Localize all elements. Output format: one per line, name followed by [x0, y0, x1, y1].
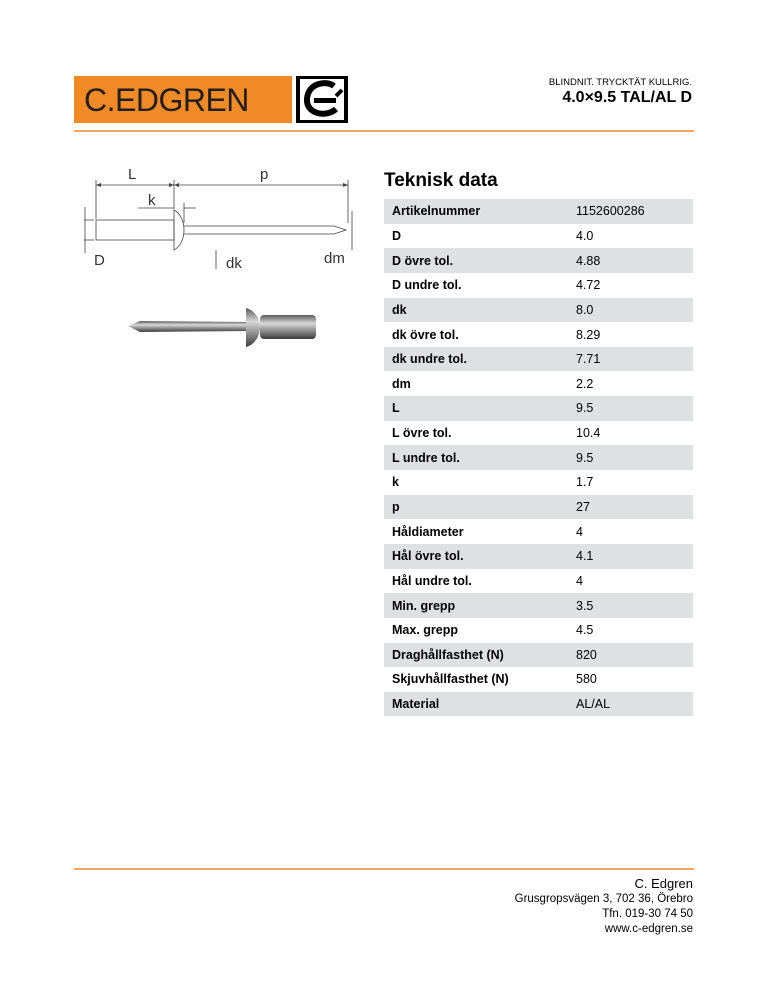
spec-value: 27 — [568, 495, 693, 520]
spec-value: 4 — [576, 524, 583, 539]
spec-value: 4.72 — [576, 278, 601, 293]
spec-key: Håldiameter — [392, 524, 464, 539]
spec-key: Artikelnummer — [384, 199, 568, 224]
table-row — [384, 224, 693, 249]
section-title: Teknisk data — [384, 170, 498, 191]
spec-value: 8.0 — [568, 298, 693, 323]
table-row — [384, 322, 693, 347]
table-row — [384, 519, 693, 544]
dim-label-k: k — [148, 192, 156, 209]
dim-label-L: L — [128, 166, 137, 183]
spec-key: Min. grepp — [384, 593, 568, 618]
table-row — [384, 248, 693, 273]
table-row — [384, 273, 693, 298]
header-divider — [74, 130, 694, 132]
spec-value: 1.7 — [576, 475, 594, 490]
spec-key: dm — [392, 376, 411, 391]
spec-value: 3.5 — [568, 593, 693, 618]
table-row — [384, 495, 693, 520]
table-row — [384, 347, 693, 372]
table-row — [384, 298, 693, 323]
spec-value: 820 — [568, 643, 693, 668]
dim-label-D: D — [94, 252, 105, 269]
product-subtitle: BLINDNIT. TRYCKTÄT KULLRIG. — [548, 77, 692, 88]
footer-web-link[interactable]: www.c-edgren.se — [604, 923, 693, 935]
c-edgren-emblem-icon — [296, 76, 348, 123]
table-row — [384, 569, 693, 594]
footer-address: Grusgropsvägen 3, 702 36, Örebro — [514, 893, 693, 905]
footer-company: C. Edgren — [634, 876, 693, 891]
spec-key: L — [384, 396, 568, 421]
footer-phone: Tfn. 019-30 74 50 — [602, 908, 693, 920]
table-row — [384, 544, 693, 569]
spec-key: dk — [384, 298, 568, 323]
table-row — [384, 470, 693, 495]
spec-key: dk övre tol. — [392, 327, 459, 342]
table-row — [384, 445, 693, 470]
spec-key: Skjuvhållfasthet (N) — [392, 672, 509, 687]
product-title: 4.0×9.5 TAL/AL D — [562, 89, 692, 106]
table-row — [384, 593, 693, 618]
spec-key: L övre tol. — [392, 426, 452, 441]
spec-value: 10.4 — [576, 426, 601, 441]
table-row — [384, 199, 693, 224]
company-logo — [74, 76, 348, 123]
table-row — [384, 618, 693, 643]
logo-text: C.EDGREN — [84, 82, 249, 118]
spec-key: Material — [384, 692, 568, 717]
dim-label-p: p — [260, 166, 269, 183]
spec-key: Draghållfasthet (N) — [384, 643, 568, 668]
spec-key: D — [392, 228, 402, 243]
spec-key: Hål undre tol. — [392, 573, 472, 588]
table-row — [384, 421, 693, 446]
table-row — [384, 692, 693, 717]
spec-key: k — [392, 475, 399, 490]
spec-key: D undre tol. — [392, 278, 462, 293]
table-row — [384, 643, 693, 668]
table-row — [384, 371, 693, 396]
spec-value: 4.1 — [568, 544, 693, 569]
spec-value: 4.5 — [576, 623, 594, 638]
spec-value: 580 — [576, 672, 597, 687]
spec-key: dk undre tol. — [384, 347, 568, 372]
logo-orange-panel — [74, 76, 292, 123]
spec-key: Hål övre tol. — [384, 544, 568, 569]
spec-value: 4 — [576, 573, 583, 588]
spec-key: L undre tol. — [384, 445, 568, 470]
table-row — [384, 396, 693, 421]
spec-value: 8.29 — [576, 327, 601, 342]
footer-contact — [515, 876, 693, 937]
rivet-technical-drawing — [80, 163, 360, 278]
dim-label-dm: dm — [324, 250, 345, 267]
spec-value: 7.71 — [568, 347, 693, 372]
table-row — [384, 667, 693, 692]
spec-value: 1152600286 — [568, 199, 693, 224]
spec-key: D övre tol. — [384, 248, 568, 273]
spec-value: AL/AL — [568, 692, 693, 717]
spec-value: 2.2 — [576, 376, 594, 391]
spec-value: 9.5 — [568, 445, 693, 470]
spec-value: 4.88 — [568, 248, 693, 273]
spec-key: p — [384, 495, 568, 520]
footer-divider — [74, 868, 694, 870]
spec-key: Max. grepp — [392, 623, 458, 638]
rivet-product-photo — [120, 300, 320, 355]
spec-value: 4.0 — [576, 228, 594, 243]
spec-value: 9.5 — [568, 396, 693, 421]
spec-table — [384, 199, 693, 716]
dim-label-dk: dk — [226, 255, 242, 272]
